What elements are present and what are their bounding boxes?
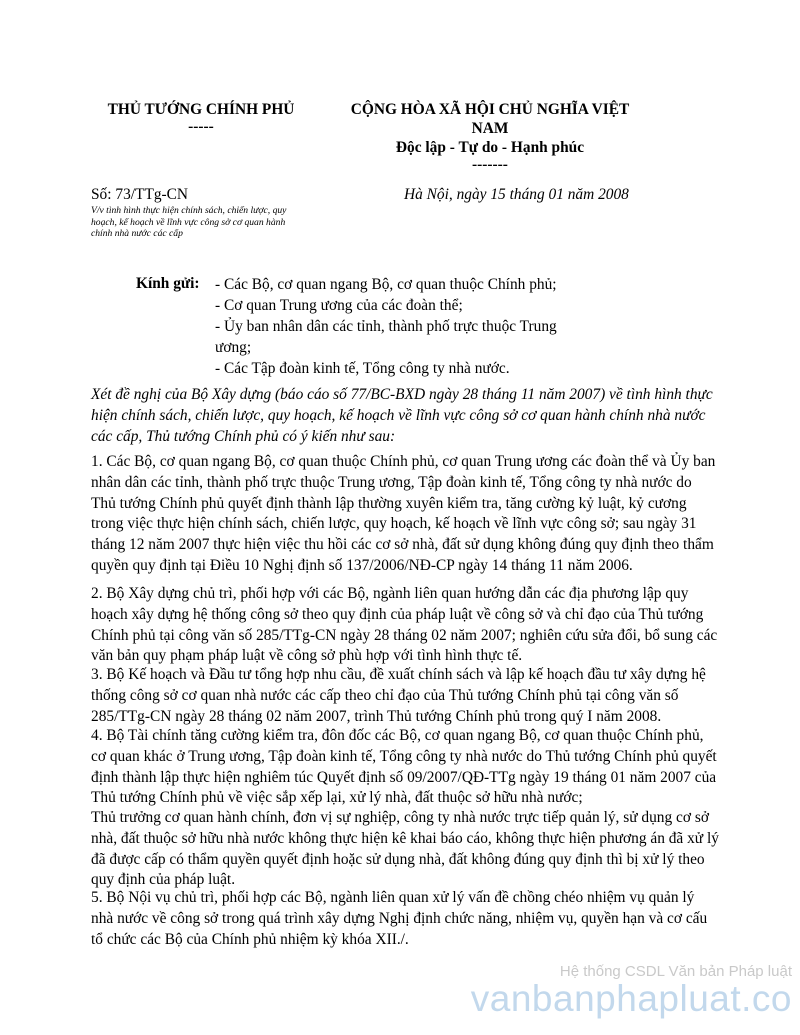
recipients-label: Kính gửi:: [136, 275, 200, 292]
document-number: Số: 73/TTg-CN: [91, 186, 189, 203]
watermark-site: vanbanphapluat.co: [470, 978, 792, 1019]
country-name-line2: NAM: [471, 120, 509, 137]
subject-line: hoạch, kế hoạch về lĩnh vực công sở cơ quan hành: [91, 216, 286, 228]
national-motto: Độc lập - Tự do - Hạnh phúc: [395, 139, 585, 156]
paragraph-5: 5. Bộ Nội vụ chủ trì, phối hợp các Bộ, ngành liên quan xử lý vấn đề chồng chéo nhiệm vụ quản lý nhà nước về công sở trong quá trình xây dựng Nghị định chức năng, nhiệm vụ, quyền hạn và cơ cấu tổ chức các Bộ của Chính phủ nhiệm kỳ khóa XII./.: [91, 889, 708, 948]
recipient-item: - Các Tập đoàn kinh tế, Tổng công ty nhà nước.: [215, 360, 510, 377]
issuing-authority-rule: -----: [188, 118, 214, 135]
recipient-item: - Cơ quan Trung ương của các đoàn thể;: [215, 297, 463, 314]
paragraph-4b: Thủ trưởng cơ quan hành chính, đơn vị sự nghiệp, công ty nhà nước trực tiếp quản lý, sử dụng cơ sở nhà, đất thuộc sở hữu nhà nước không thực hiện kê khai báo cáo, không thực hiện phương án đã xử lý đã được cấp có thẩm quyền quyết định hoặc sử dụng nhà, đất không đúng quy định thì bị xử lý theo quy định của pháp luật.: [91, 809, 719, 889]
paragraph-1: 1. Các Bộ, cơ quan ngang Bộ, cơ quan thuộc Chính phủ, cơ quan Trung ương các đoàn thể và Ủy ban nhân dân các tỉnh, thành phố trực thuộc Trung ương, Tập đoàn kinh tế, Tổng công ty nhà nước do Thủ tướng Chính phủ quyết định thành lập thường xuyên kiểm tra, tăng cường kỷ luật, kỷ cương trong việc thực hiện chính sách, chiến lược, quy hoạch, kế hoạch về lĩnh vực công sở; sau ngày 31 tháng 12 năm 2007 thực hiện việc thu hồi các cơ sở nhà, đất sử dụng không đúng quy định theo thẩm quyền quy định tại Điều 10 Nghị định số 137/2006/NĐ-CP ngày 14 tháng 11 năm 2006.: [91, 453, 716, 574]
paragraph-4: 4. Bộ Tài chính tăng cường kiểm tra, đôn đốc các Bộ, cơ quan ngang Bộ, cơ quan thuộc Chính phủ, cơ quan khác ở Trung ương, Tập đoàn kinh tế, Tổng công ty nhà nước do Thủ tướng Chính phủ quyết định thành lập thực hiện nghiêm túc Quyết định số 09/2007/QĐ-TTg ngày 19 tháng 01 năm 2007 của Thủ tướng Chính phủ về việc sắp xếp lại, xử lý nhà, đất thuộc sở hữu nhà nước;: [91, 727, 717, 807]
place-date: Hà Nội, ngày 15 tháng 01 năm 2008: [404, 186, 629, 203]
recipient-item: ương;: [215, 339, 252, 356]
recipient-item: - Các Bộ, cơ quan ngang Bộ, cơ quan thuộc Chính phủ;: [215, 276, 557, 293]
subject-line: V/v tình hình thực hiện chính sách, chiến lược, quy: [91, 205, 287, 216]
document-subject: [91, 205, 286, 240]
recipient-item: - Ủy ban nhân dân các tỉnh, thành phố trực thuộc Trung: [215, 318, 557, 335]
issuing-authority: THỦ TƯỚNG CHÍNH PHỦ: [107, 101, 295, 118]
subject-line: chính nhà nước các cấp: [91, 228, 183, 240]
paragraph-3: 3. Bộ Kế hoạch và Đầu tư tổng hợp nhu cầu, đề xuất chính sách và lập kế hoạch đầu tư xây dựng hệ thống công sở cơ quan nhà nước các cấp theo chỉ đạo của Thủ tướng Chính phủ tại công văn số 285/TTg-CN ngày 28 tháng 02 năm 2007, trình Thủ tướng Chính phủ trong quý I năm 2008.: [91, 666, 706, 725]
country-name-line1: CỘNG HÒA XÃ HỘI CHỦ NGHĨA VIỆT: [350, 101, 630, 118]
national-motto-rule: -------: [472, 156, 508, 173]
intro-paragraph: Xét đề nghị của Bộ Xây dựng (báo cáo số 77/BC-BXD ngày 28 tháng 11 năm 2007) về tình hình thực hiện chính sách, chiến lược, quy hoạch, kế hoạch về lĩnh vực công sở cơ quan hành chính nhà nước các cấp, Thủ tướng Chính phủ có ý kiến như sau:: [91, 386, 713, 445]
paragraph-2: 2. Bộ Xây dựng chủ trì, phối hợp với các Bộ, ngành liên quan hướng dẫn các địa phương lập quy hoạch xây dựng hệ thống công sở theo quy định của pháp luật về công sở và chỉ đạo của Thủ tướng Chính phủ tại công văn số 285/TTg-CN ngày 28 tháng 02 năm 2007; nghiên cứu sửa đổi, bổ sung các văn bản quy phạm pháp luật về công sở phù hợp với tình hình thực tế.: [91, 585, 718, 665]
watermark-caption: Hệ thống CSDL Văn bản Pháp luật: [559, 963, 792, 980]
